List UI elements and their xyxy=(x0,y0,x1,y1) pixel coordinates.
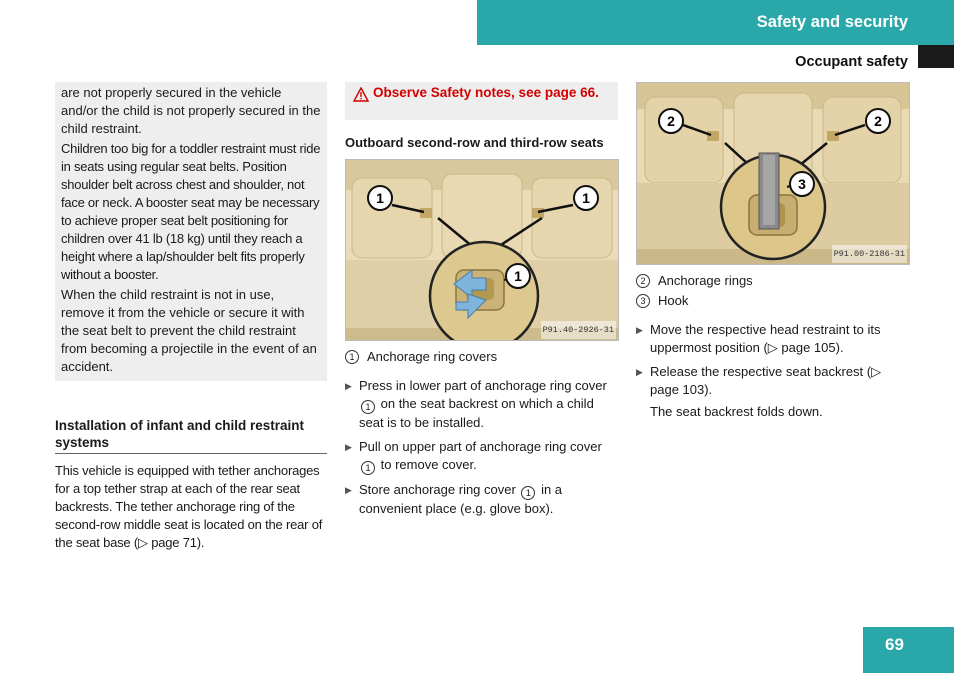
instruction-steps xyxy=(345,377,618,518)
legend-text: Anchorage rings xyxy=(658,273,753,288)
step-text: Press in lower part of anchorage ring cover xyxy=(359,378,607,393)
subsection-title: Occupant safety xyxy=(795,54,908,70)
installation-body: This vehicle is equipped with tether anchorages for a top tether strap at each of the rear seat backrests. The tether anchorage ring of the second-row middle seat is located on the rear of the seat base (▷ page 71). xyxy=(55,463,323,550)
step-text: on the seat backrest on which a child seat is to be installed. xyxy=(359,396,594,430)
callout-number: 1 xyxy=(361,400,375,414)
continued-warning-box xyxy=(55,82,327,381)
step-arrow-icon: ▶ xyxy=(636,325,643,335)
installation-heading: Installation of infant and child restraint systems xyxy=(55,417,327,454)
svg-text:1: 1 xyxy=(376,190,384,206)
svg-text:1: 1 xyxy=(514,268,522,284)
legend-number: 3 xyxy=(636,294,650,308)
column-middle xyxy=(345,82,618,524)
step-text: Release the respective seat backrest (▷ page 103). xyxy=(650,364,882,397)
instruction-steps xyxy=(636,321,909,421)
legend-item xyxy=(636,291,909,311)
warning-triangle-icon xyxy=(353,87,373,116)
step-item xyxy=(636,363,909,399)
step-text: Move the respective head restraint to its uppermost position (▷ page 105). xyxy=(650,322,881,355)
legend-item xyxy=(345,347,618,367)
safety-notes-link[interactable]: Observe Safety notes, see page 66. xyxy=(373,85,599,100)
step-text: Store anchorage ring cover xyxy=(359,482,516,497)
image-code: P91.00-2186-31 xyxy=(832,245,907,263)
svg-text:3: 3 xyxy=(798,176,806,192)
step-text: in a convenient place (e.g. glove box). xyxy=(359,482,563,516)
step-item xyxy=(345,481,618,518)
section-header-bar xyxy=(477,0,954,45)
box-paragraph-3: When the child restraint is not in use, remove it from the vehicle or secure it with the seat belt to prevent the child restraint from becoming a projectile in the event of an accident. xyxy=(61,287,317,374)
outboard-seats-heading: Outboard second-row and third-row seats xyxy=(345,135,604,150)
step-item xyxy=(636,321,909,357)
image-code: P91.40-2926-31 xyxy=(541,321,616,339)
anchorage-ring-photo xyxy=(636,82,910,265)
step-arrow-icon: ▶ xyxy=(345,442,352,452)
step-arrow-icon: ▶ xyxy=(345,485,352,495)
legend xyxy=(345,347,618,367)
step-item xyxy=(345,377,618,432)
legend-number: 1 xyxy=(345,350,359,364)
step-item xyxy=(345,438,618,475)
box-paragraph-1: are not properly secured in the vehicle and/or the child is not properly secured in the child restraint. xyxy=(61,85,321,136)
section-tab-marker xyxy=(918,45,954,68)
callout-number: 1 xyxy=(361,461,375,475)
step-text: to remove cover. xyxy=(380,457,477,472)
anchorage-cover-photo xyxy=(345,159,619,341)
step-arrow-icon: ▶ xyxy=(345,381,352,391)
legend xyxy=(636,271,909,311)
legend-text: Hook xyxy=(658,293,689,308)
svg-text:2: 2 xyxy=(667,113,675,129)
column-left xyxy=(55,82,327,552)
section-title: Safety and security xyxy=(756,13,908,31)
box-paragraph-2: Children too big for a toddler restraint must ride in seats using regular seat belts. Position shoulder belt across chest and shoulder, not face or neck. A booster seat may be necessary to achieve proper seat belt positioning for children over 41 lb (18 kg) until they reach a height where a lap/shoulder belt fits properly without a booster. xyxy=(61,141,321,282)
step-note: The seat backrest folds down. xyxy=(650,404,823,419)
svg-text:2: 2 xyxy=(874,113,882,129)
svg-text:1: 1 xyxy=(582,190,590,206)
step-arrow-icon: ▶ xyxy=(636,367,643,377)
legend-item xyxy=(636,271,909,291)
legend-number: 2 xyxy=(636,274,650,288)
column-right xyxy=(636,82,909,421)
page-number-box xyxy=(863,627,954,673)
legend-text: Anchorage ring covers xyxy=(367,349,498,364)
callout-number: 1 xyxy=(521,486,535,500)
step-text: Pull on upper part of anchorage ring cover xyxy=(359,439,602,454)
safety-notes-box xyxy=(345,82,618,120)
page-number: 69 xyxy=(885,635,904,654)
